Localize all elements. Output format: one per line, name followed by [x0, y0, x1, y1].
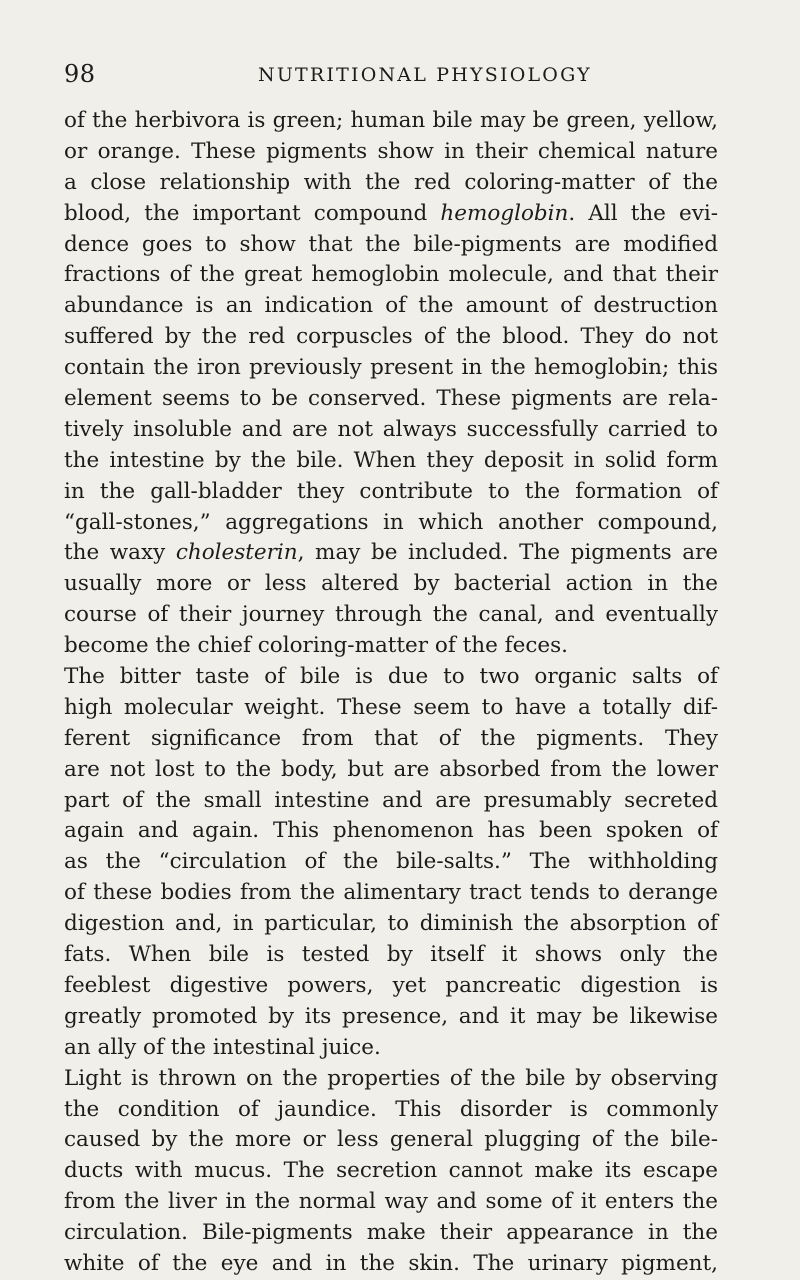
text-line: high molecular weight. These seem to have a totally dif- [64, 694, 718, 720]
text-line: abundance is an indication of the amount of destruction [64, 293, 718, 319]
text-line: the condition of jaundice. This disorder is commonly [64, 1096, 718, 1122]
text-line: dence goes to show that the bile-pigments are modified [64, 231, 718, 257]
text-line: digestion and, in particular, to diminish the absorption of [64, 911, 718, 937]
text-line: of these bodies from the alimentary tract tends to derange [64, 880, 718, 906]
text-line: again and again. This phenomenon has been spoken of [64, 818, 718, 844]
text-line: Light is thrown on the properties of the bile by observing [64, 1065, 718, 1091]
text-line: The bitter taste of bile is due to two organic salts of [64, 664, 718, 690]
text-line: ducts with mucus. The secretion cannot make its escape [64, 1158, 718, 1184]
text-line: suffered by the red corpuscles of the blood. They do not [64, 324, 718, 350]
text-line: “gall-stones,” aggregations in which another compound, [64, 509, 718, 535]
text-line: are not lost to the body, but are absorbed from the lower [64, 756, 718, 782]
text-line: course of their journey through the canal, and eventually [64, 602, 718, 628]
text-line: part of the small intestine and are presumably secreted [64, 787, 718, 813]
text-line: feeblest digestive powers, yet pancreatic digestion is [64, 972, 718, 998]
text-line: a close relationship with the red coloring-matter of the [64, 169, 718, 195]
text-line: from the liver in the normal way and some of it enters the [64, 1189, 718, 1215]
text-line: or orange. These pigments show in their chemical nature [64, 138, 718, 164]
text-line: fractions of the great hemoglobin molecule, and that their [64, 262, 718, 288]
text-line: white of the eye and in the skin. The urinary pigment, [64, 1250, 718, 1276]
italic-term: cholesterin [175, 540, 298, 566]
text-line: tively insoluble and are not always successfully carried to [64, 416, 718, 442]
text-line: fats. When bile is tested by itself it shows only the [64, 942, 718, 968]
text-line: element seems to be conserved. These pigments are rela- [64, 386, 718, 412]
text-line: as the “circulation of the bile-salts.” The withholding [64, 849, 718, 875]
running-head: NUTRITIONAL PHYSIOLOGY [258, 64, 592, 86]
paragraph-2 [64, 662, 718, 1064]
text-line: of the herbivora is green; human bile may be green, yellow, [64, 108, 718, 133]
text-line: the waxy cholesterin, may be included. The pigments are [64, 540, 719, 566]
paragraph-1 [64, 106, 718, 662]
italic-term: hemoglobin [440, 200, 569, 226]
text-line: circulation. Bile-pigments make their appearance in the [64, 1220, 718, 1246]
text-line: the intestine by the bile. When they deposit in solid form [64, 447, 718, 473]
text-line: blood, the important compound hemoglobin. All the evi- [64, 200, 719, 226]
text-line: contain the iron previously present in the hemoglobin; this [64, 355, 718, 381]
text-line: greatly promoted by its presence, and it may be likewise [64, 1003, 718, 1029]
text-line: caused by the more or less general plugging of the bile- [64, 1127, 718, 1153]
text-line: become the chief coloring-matter of the feces. [64, 633, 568, 659]
text-line: ferent significance from that of the pigments. They [64, 725, 718, 751]
text-line: an ally of the intestinal juice. [64, 1034, 381, 1060]
paragraph-3 [64, 1064, 718, 1280]
body-text [64, 106, 718, 1280]
text-line: in the gall-bladder they contribute to the formation of [64, 478, 718, 504]
text-line: usually more or less altered by bacterial action in the [64, 571, 718, 597]
page-number: 98 [64, 60, 96, 88]
